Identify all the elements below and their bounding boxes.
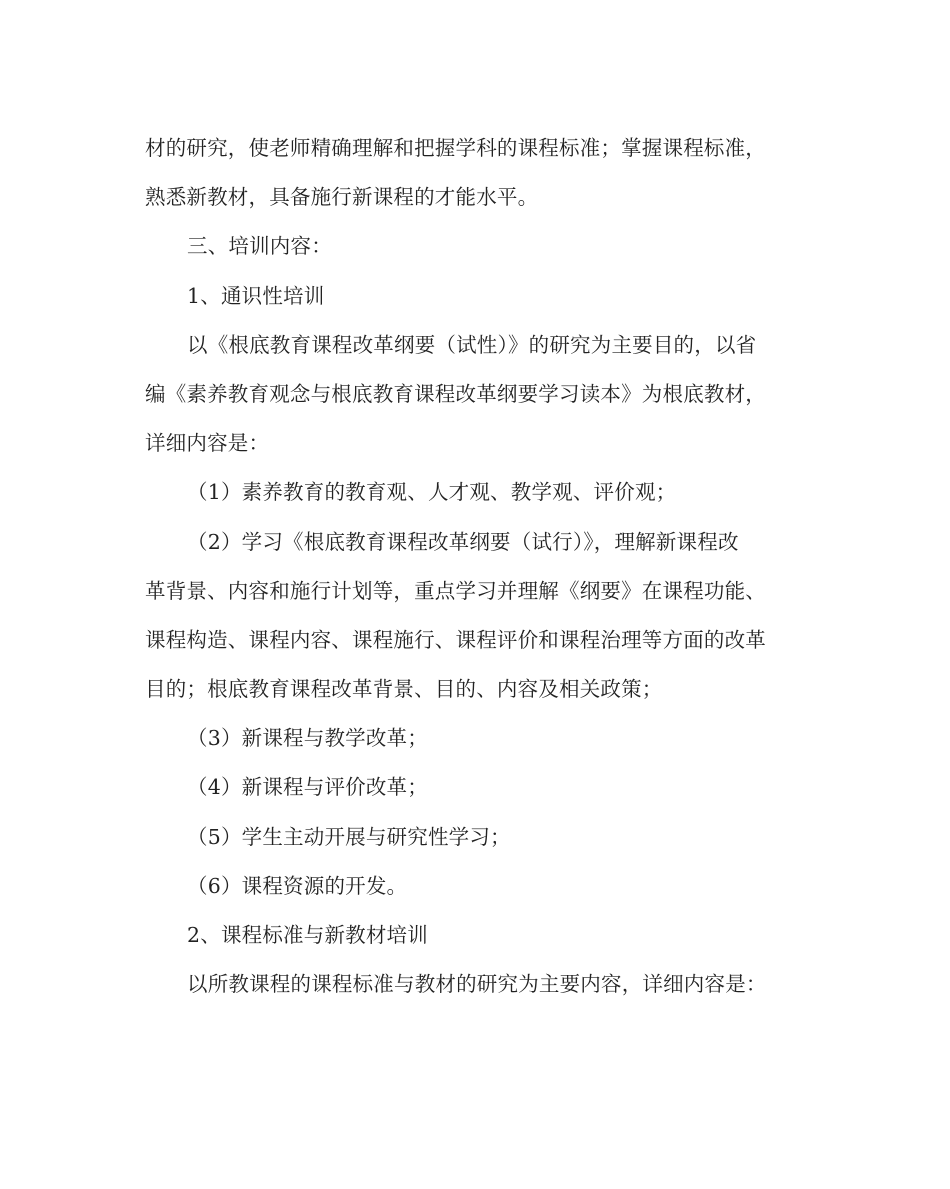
list-item: （1）素养教育的教育观、人才观、教学观、评价观； [187, 480, 677, 505]
paragraph-line: 材的研究，使老师精确理解和把握学科的课程标准；掌握课程标准， [145, 136, 766, 160]
paragraph-line: 详细内容是： [145, 431, 270, 456]
document-body [145, 124, 805, 1009]
subsection-heading: 1、通识性培训 [187, 283, 325, 308]
list-item: （2）学习《根底教育课程改革纲要（试行）》，理解新课程改 [187, 529, 739, 554]
subsection-heading: 2、课程标准与新教材培训 [187, 923, 428, 947]
paragraph-line: 课程构造、课程内容、课程施行、课程评价和课程治理等方面的改革 [145, 627, 766, 652]
list-item: （4）新课程与评价改革； [187, 775, 428, 800]
paragraph-line: 以所教课程的课程标准与教材的研究为主要内容，详细内容是： [187, 972, 767, 997]
paragraph-line: 编《素养教育观念与根底教育课程改革纲要学习读本》为根底教材， [145, 381, 766, 406]
section-heading: 三、培训内容： [187, 234, 332, 259]
list-item: （3）新课程与教学改革； [187, 726, 428, 751]
list-item: （6）课程资源的开发。 [187, 873, 408, 898]
paragraph-line: 目的；根底教育课程改革背景、目的、内容及相关政策； [145, 677, 663, 702]
paragraph-line: 熟悉新教材，具备施行新课程的才能水平。 [145, 185, 539, 210]
paragraph-line: 革背景、内容和施行计划等，重点学习并理解《纲要》在课程功能、 [145, 578, 766, 603]
list-item: （5）学生主动开展与研究性学习； [187, 824, 511, 849]
paragraph-line: 以《根底教育课程改革纲要（试性）》的研究为主要目的，以省 [187, 332, 757, 357]
